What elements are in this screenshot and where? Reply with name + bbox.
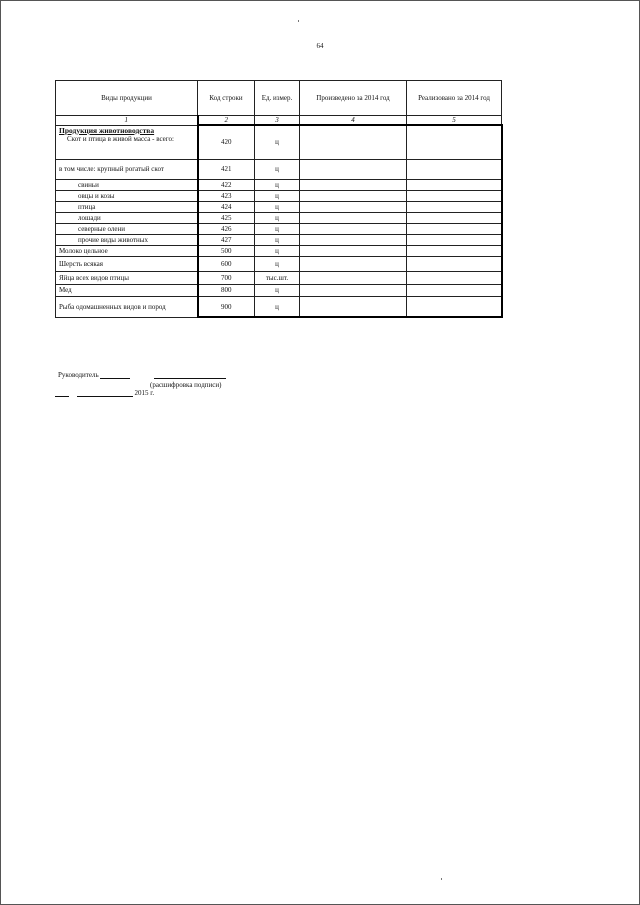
cell-produced[interactable] xyxy=(300,296,407,317)
decode-caption: (расшифровка подписи) xyxy=(150,381,222,389)
row-code: 427 xyxy=(198,234,255,245)
table-row xyxy=(56,159,502,179)
table-row xyxy=(56,296,502,317)
row-name: птица xyxy=(56,201,198,212)
cell-produced[interactable] xyxy=(300,284,407,296)
row-name: лошади xyxy=(56,212,198,223)
cell-sold[interactable] xyxy=(407,284,502,296)
row-name xyxy=(56,125,198,159)
table-row xyxy=(56,201,502,212)
cell-sold[interactable] xyxy=(407,125,502,159)
table-row xyxy=(56,245,502,256)
row-unit: ц xyxy=(255,125,300,159)
cell-sold[interactable] xyxy=(407,256,502,271)
row-code: 422 xyxy=(198,179,255,190)
decode-line[interactable] xyxy=(154,371,226,379)
cell-sold[interactable] xyxy=(407,190,502,201)
table-row xyxy=(56,125,502,159)
row-code: 426 xyxy=(198,223,255,234)
row-unit: ц xyxy=(255,212,300,223)
row-name: прочие виды животных xyxy=(56,234,198,245)
cell-sold[interactable] xyxy=(407,245,502,256)
table-row xyxy=(56,212,502,223)
cell-sold[interactable] xyxy=(407,201,502,212)
year-text: 2015 г. xyxy=(134,389,155,397)
row-code: 421 xyxy=(198,159,255,179)
table-row xyxy=(56,284,502,296)
cell-produced[interactable] xyxy=(300,245,407,256)
column-number: 1 xyxy=(56,116,198,126)
cell-produced[interactable] xyxy=(300,201,407,212)
row-code: 423 xyxy=(198,190,255,201)
row-unit: ц xyxy=(255,296,300,317)
cell-sold[interactable] xyxy=(407,271,502,284)
table-row xyxy=(56,234,502,245)
signature-date xyxy=(55,389,154,397)
row-code: 600 xyxy=(198,256,255,271)
cell-produced[interactable] xyxy=(300,223,407,234)
row-unit: тыс.шт. xyxy=(255,271,300,284)
header-code: Код строки xyxy=(198,81,255,116)
row-name: Шерсть всякая xyxy=(56,256,198,271)
row-unit: ц xyxy=(255,234,300,245)
cell-sold[interactable] xyxy=(407,296,502,317)
row-name: Мед xyxy=(56,284,198,296)
row-name: Рыба одомашненных видов и пород xyxy=(56,296,198,317)
row-unit: ц xyxy=(255,284,300,296)
row-code: 900 xyxy=(198,296,255,317)
section-title: Продукция животноводства xyxy=(59,125,155,135)
table-header-row xyxy=(56,81,502,116)
cell-produced[interactable] xyxy=(300,212,407,223)
row-code: 424 xyxy=(198,201,255,212)
cell-sold[interactable] xyxy=(407,234,502,245)
row-unit: ц xyxy=(255,179,300,190)
month-line[interactable] xyxy=(77,389,133,397)
row-code: 425 xyxy=(198,212,255,223)
cell-produced[interactable] xyxy=(300,271,407,284)
column-number: 2 xyxy=(198,116,255,126)
header-product: Виды продукции xyxy=(56,81,198,116)
scan-speck xyxy=(441,878,442,880)
cell-produced[interactable] xyxy=(300,179,407,190)
row-unit: ц xyxy=(255,190,300,201)
signature-line[interactable] xyxy=(100,371,130,379)
header-unit: Ед. измер. xyxy=(255,81,300,116)
row-name: овцы и козы xyxy=(56,190,198,201)
cell-produced[interactable] xyxy=(300,234,407,245)
table-row xyxy=(56,179,502,190)
row-code: 700 xyxy=(198,271,255,284)
column-number: 3 xyxy=(255,116,300,126)
scan-speck xyxy=(298,20,299,22)
row-name: свиньи xyxy=(56,179,198,190)
signature-head xyxy=(58,371,226,379)
row-unit: ц xyxy=(255,245,300,256)
cell-produced[interactable] xyxy=(300,256,407,271)
column-number-row xyxy=(56,116,502,126)
table-row xyxy=(56,190,502,201)
row-code: 800 xyxy=(198,284,255,296)
row-unit: ц xyxy=(255,159,300,179)
header-produced: Произведено за 2014 год xyxy=(300,81,407,116)
cell-produced[interactable] xyxy=(300,125,407,159)
column-number: 5 xyxy=(407,116,502,126)
row-unit: ц xyxy=(255,201,300,212)
head-label: Руководитель xyxy=(58,371,99,379)
cell-sold[interactable] xyxy=(407,179,502,190)
row-name: Яйца всех видов птицы xyxy=(56,271,198,284)
row-code: 420 xyxy=(198,125,255,159)
cell-produced[interactable] xyxy=(300,190,407,201)
table-row xyxy=(56,223,502,234)
cell-produced[interactable] xyxy=(300,159,407,179)
row-name-text: Скот и птица в живой масса - всего: xyxy=(67,135,174,144)
row-name: северные олени xyxy=(56,223,198,234)
day-line[interactable] xyxy=(55,389,69,397)
row-name: в том числе: крупный рогатый скот xyxy=(56,159,198,179)
table-row xyxy=(56,271,502,284)
row-code: 500 xyxy=(198,245,255,256)
row-unit: ц xyxy=(255,256,300,271)
table-row xyxy=(56,256,502,271)
livestock-production-table xyxy=(55,80,503,318)
row-name: Молоко цельное xyxy=(56,245,198,256)
cell-sold[interactable] xyxy=(407,159,502,179)
cell-sold[interactable] xyxy=(407,212,502,223)
column-number: 4 xyxy=(300,116,407,126)
page-number: 64 xyxy=(316,42,324,50)
cell-sold[interactable] xyxy=(407,223,502,234)
header-sold: Реализовано за 2014 год xyxy=(407,81,502,116)
row-unit: ц xyxy=(255,223,300,234)
